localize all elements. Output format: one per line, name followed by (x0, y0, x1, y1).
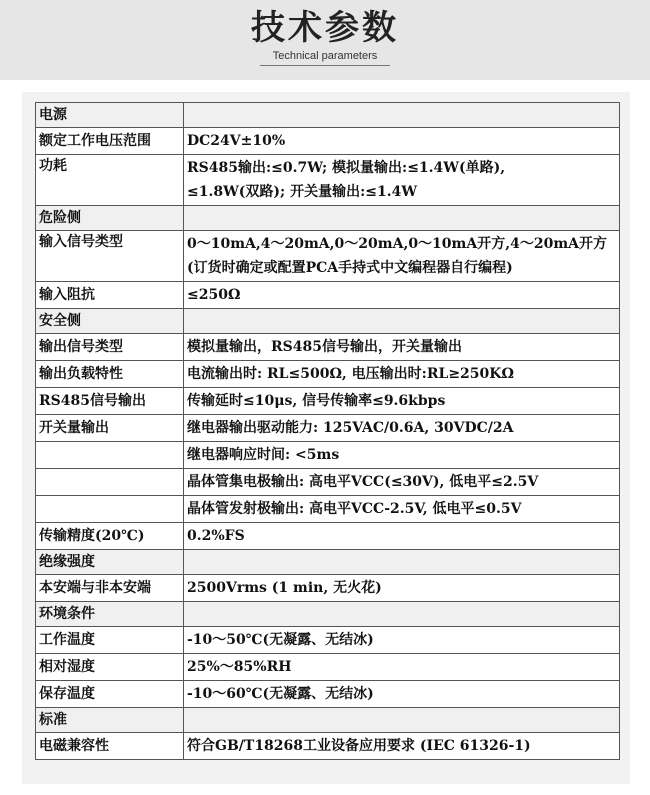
row-label: 环境条件 (36, 602, 184, 627)
row-value: 符合GB/T18268工业设备应用要求 (IEC 61326-1) (184, 733, 620, 760)
row-value (184, 602, 620, 627)
table-row (36, 334, 620, 361)
row-value-line2: ≤1.8W(双路); 开关量输出:≤1.4W (187, 184, 418, 200)
row-value: DC24V±10% (184, 128, 620, 155)
table-row (36, 282, 620, 309)
row-label (36, 496, 184, 523)
table-row (36, 388, 620, 415)
table-row (36, 523, 620, 550)
table-row-section (36, 602, 620, 627)
row-label: 相对湿度 (36, 654, 184, 681)
row-value: 模拟量输出，RS485信号输出，开关量输出 (184, 334, 620, 361)
page-header (0, 0, 650, 80)
row-label: RS485信号输出 (36, 388, 184, 415)
row-value (184, 708, 620, 733)
row-value: 25%～85%RH (184, 654, 620, 681)
row-value: 0.2%FS (184, 523, 620, 550)
row-label: 绝缘强度 (36, 550, 184, 575)
row-value (184, 155, 620, 206)
row-value: -10～50℃(无凝露、无结冰) (184, 627, 620, 654)
row-value: 晶体管集电极输出: 高电平VCC(≤30V), 低电平≤2.5V (184, 469, 620, 496)
row-value: 电流输出时: RL≤500Ω, 电压输出时:RL≥250KΩ (184, 361, 620, 388)
table-row (36, 415, 620, 442)
row-value (184, 206, 620, 231)
row-label: 保存温度 (36, 681, 184, 708)
table-row (36, 681, 620, 708)
table-row (36, 155, 620, 206)
row-label: 电磁兼容性 (36, 733, 184, 760)
row-value (184, 231, 620, 282)
table-row-section (36, 309, 620, 334)
row-label: 危险侧 (36, 206, 184, 231)
table-row (36, 442, 620, 469)
page-subtitle: Technical parameters (272, 50, 378, 62)
table-row (36, 575, 620, 602)
row-label: 安全侧 (36, 309, 184, 334)
table-row (36, 469, 620, 496)
row-label (36, 442, 184, 469)
row-label: 输入信号类型 (36, 231, 184, 282)
row-label: 额定工作电压范围 (36, 128, 184, 155)
row-value (184, 309, 620, 334)
row-label: 开关量输出 (36, 415, 184, 442)
row-value: 晶体管发射极输出: 高电平VCC-2.5V, 低电平≤0.5V (184, 496, 620, 523)
table-row (36, 128, 620, 155)
row-value: -10～60℃(无凝露、无结冰) (184, 681, 620, 708)
page-title: 技术参数 (251, 8, 399, 48)
table-row-section (36, 206, 620, 231)
row-label: 电源 (36, 103, 184, 128)
row-value (184, 550, 620, 575)
row-label: 输出负载特性 (36, 361, 184, 388)
table-row (36, 231, 620, 282)
row-value (184, 103, 620, 128)
row-label: 本安端与非本安端 (36, 575, 184, 602)
row-label: 工作温度 (36, 627, 184, 654)
row-value-line1: 0～10mA,4～20mA,0～20mA,0～10mA开方,4～20mA开方 (187, 236, 607, 252)
row-value-line1: RS485输出:≤0.7W; 模拟量输出:≤1.4W(单路), (187, 160, 506, 176)
row-value: 传输延时≤10μs, 信号传输率≤9.6kbps (184, 388, 620, 415)
spec-table (35, 102, 620, 760)
row-label (36, 469, 184, 496)
table-row-section (36, 708, 620, 733)
table-row (36, 733, 620, 760)
table-row (36, 361, 620, 388)
table-row (36, 496, 620, 523)
table-row-section (36, 103, 620, 128)
row-value: 继电器输出驱动能力: 125VAC/0.6A, 30VDC/2A (184, 415, 620, 442)
row-value: ≤250Ω (184, 282, 620, 309)
table-row (36, 627, 620, 654)
subtitle-underline (260, 65, 390, 66)
row-label: 输入阻抗 (36, 282, 184, 309)
row-value: 2500Vrms (1 min, 无火花) (184, 575, 620, 602)
row-label: 输出信号类型 (36, 334, 184, 361)
table-row (36, 654, 620, 681)
row-value-line2: (订货时确定或配置PCA手持式中文编程器自行编程) (187, 260, 513, 276)
row-value: 继电器响应时间: <5ms (184, 442, 620, 469)
row-label: 功耗 (36, 155, 184, 206)
row-label: 传输精度(20℃) (36, 523, 184, 550)
table-row-section (36, 550, 620, 575)
row-label: 标准 (36, 708, 184, 733)
